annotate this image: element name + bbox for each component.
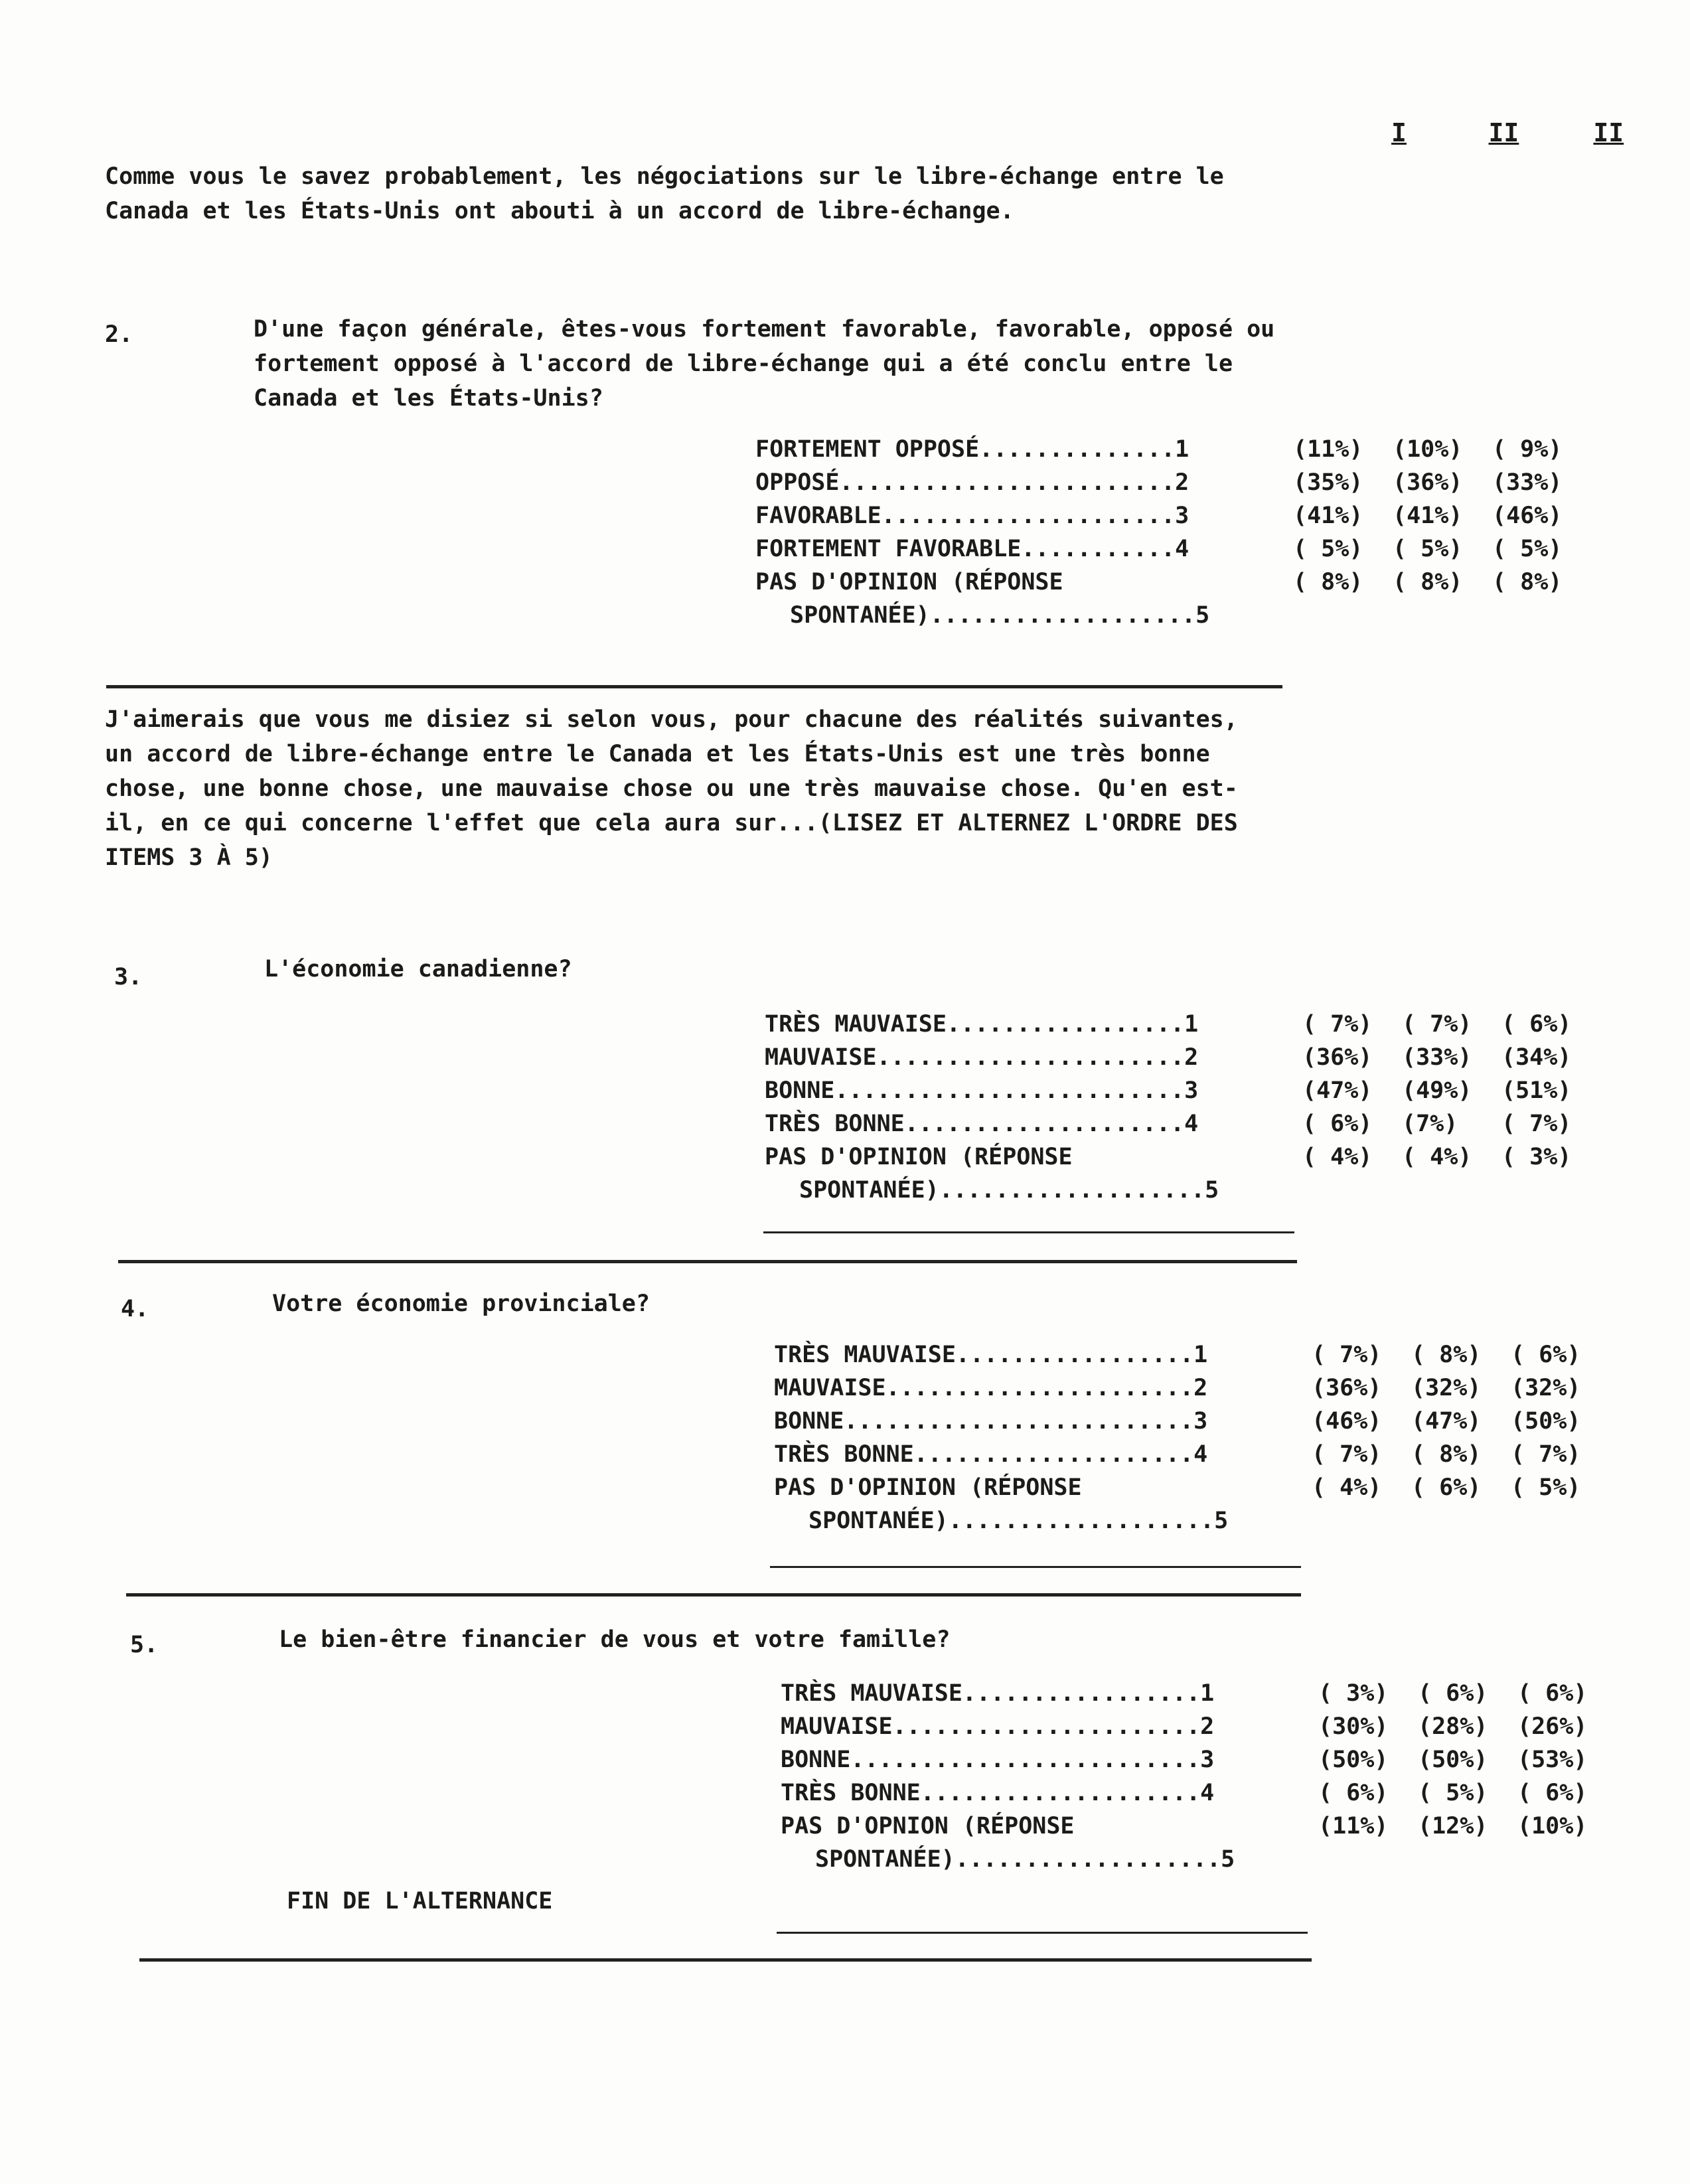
answer-percentage: ( 8%) [1293,569,1363,595]
answer-percentage: ( 6%) [1517,1680,1588,1707]
answer-percentage: (10%) [1393,436,1463,463]
question-number: 5. [130,1632,159,1658]
answer-option-label: TRÈS MAUVAISE.................1 [765,1011,1199,1038]
answer-percentage: (46%) [1312,1408,1382,1435]
answer-option-label: BONNE.........................3 [781,1747,1215,1773]
answer-option-no-opinion [755,566,1592,599]
answer-percentage: (53%) [1517,1747,1588,1773]
answer-percentage: ( 6%) [1511,1342,1581,1368]
question-text: Votre économie provinciale? [272,1290,650,1317]
answer-option [774,1438,1610,1471]
question-text: Le bien-être financier de vous et votre famille? [279,1626,951,1653]
answer-percentage: (30%) [1318,1713,1389,1740]
answer-percentage: (46%) [1492,503,1563,529]
answer-options-q5 [781,1677,1617,1876]
answer-percentage: ( 3%) [1318,1680,1389,1707]
answer-option-label: TRÈS BONNE....................4 [781,1780,1215,1806]
column-header-2: II [1488,118,1519,147]
answer-percentage: ( 8%) [1393,569,1463,595]
divider [777,1932,1308,1934]
column-headers [1354,118,1653,147]
answer-percentage: (51%) [1501,1077,1572,1104]
answer-options-q2 [755,433,1592,632]
answer-percentage: (33%) [1402,1044,1472,1071]
answer-option [755,466,1592,499]
answer-option [765,1074,1601,1107]
answer-percentage: ( 7%) [1402,1011,1472,1038]
answer-option [781,1677,1617,1710]
answer-percentage: (41%) [1393,503,1463,529]
answer-option-label-continued: SPONTANÉE)...................5 [808,1508,1229,1534]
answer-percentage: ( 7%) [1511,1441,1581,1468]
question-number: 4. [121,1296,149,1322]
answer-option-label: TRÈS BONNE....................4 [765,1111,1199,1137]
answer-percentage: (50%) [1418,1747,1488,1773]
answer-option-label: PAS D'OPINION (RÉPONSE [755,569,1063,595]
answer-percentage: (11%) [1318,1813,1389,1839]
answer-option-no-opinion [781,1810,1617,1843]
divider [770,1566,1301,1568]
answer-percentage: ( 4%) [1312,1474,1382,1501]
answer-percentage: ( 5%) [1393,536,1463,562]
answer-percentage: ( 9%) [1492,436,1563,463]
answer-percentage: (32%) [1511,1375,1581,1401]
answer-option-label: FORTEMENT OPPOSÉ..............1 [755,436,1190,463]
answer-percentage: ( 7%) [1312,1342,1382,1368]
answer-option [774,1405,1610,1438]
answer-option-label-continued: SPONTANÉE)...................5 [799,1177,1219,1204]
divider [118,1260,1297,1263]
answer-percentage: ( 7%) [1302,1011,1373,1038]
answer-percentage: (33%) [1492,469,1563,496]
answer-percentage: (49%) [1402,1077,1472,1104]
answer-percentage: (36%) [1393,469,1463,496]
answer-option [781,1776,1617,1810]
answer-option [781,1710,1617,1743]
answer-percentage: ( 7%) [1312,1441,1382,1468]
answer-percentage: ( 6%) [1418,1680,1488,1707]
answer-option-label: TRÈS MAUVAISE.................1 [781,1680,1215,1707]
divider [139,1958,1312,1962]
answer-percentage: ( 6%) [1517,1780,1588,1806]
answer-percentage: ( 6%) [1501,1011,1572,1038]
intro-paragraph-2: J'aimerais que vous me disiez si selon vous, pour chacune des réalités suivantes, un accord de libre-échange entre le Canada et les États-Unis est une très bonne chose, une bonne chose, une mauvaise chose ou une très mauvaise chose. Qu'en est-il, en ce qui concerne l'effet que cela aura sur...(LISEZ ET ALTERNEZ L'ORDRE DES ITEMS 3 À 5) [105,706,1238,871]
answer-percentage: ( 8%) [1411,1342,1482,1368]
answer-option-label: PAS D'OPINION (RÉPONSE [774,1474,1082,1501]
answer-option-label: MAUVAISE......................2 [781,1713,1215,1740]
answer-option-label: FAVORABLE.....................3 [755,503,1190,529]
answer-option-label-continued: SPONTANÉE)...................5 [815,1846,1235,1873]
answer-percentage: (50%) [1511,1408,1581,1435]
divider [763,1231,1294,1233]
question-text: D'une façon générale, êtes-vous fortement favorable, favorable, opposé ou fortement opposé à l'accord de libre-échange qui a été conclu entre le Canada et les États-Unis? [254,316,1275,412]
answer-percentage: ( 5%) [1511,1474,1581,1501]
answer-option-label: FORTEMENT FAVORABLE...........4 [755,536,1190,562]
answer-option [781,1743,1617,1776]
answer-option [774,1338,1610,1371]
answer-option-no-opinion [765,1140,1601,1174]
answer-percentage: (26%) [1517,1713,1588,1740]
answer-percentage: ( 5%) [1293,536,1363,562]
answer-options-q4 [774,1338,1610,1537]
answer-percentage: (34%) [1501,1044,1572,1071]
divider [106,685,1282,688]
answer-percentage: ( 4%) [1402,1144,1472,1170]
answer-percentage: ( 5%) [1492,536,1563,562]
intro-paragraph-1: Comme vous le savez probablement, les négociations sur le libre-échange entre le Canada et les États-Unis ont abouti à un accord de libre-échange. [105,163,1224,224]
answer-option [774,1371,1610,1405]
answer-option-label: MAUVAISE......................2 [774,1375,1208,1401]
answer-option-label-continued: SPONTANÉE)...................5 [790,602,1210,629]
end-of-alternation-note: FIN DE L'ALTERNANCE [287,1888,553,1914]
answer-option-label: PAS D'OPINION (RÉPONSE [765,1144,1073,1170]
answer-option [765,1008,1601,1041]
question-text: L'économie canadienne? [264,956,572,982]
question-number: 3. [114,964,143,990]
answer-percentage: ( 8%) [1411,1441,1482,1468]
answer-option-label: PAS D'OPNION (RÉPONSE [781,1813,1075,1839]
answer-percentage: (12%) [1418,1813,1488,1839]
answer-option-label: TRÈS BONNE....................4 [774,1441,1208,1468]
answer-option-no-opinion [774,1471,1610,1504]
answer-percentage: ( 6%) [1318,1780,1389,1806]
answer-option-label: TRÈS MAUVAISE.................1 [774,1342,1208,1368]
answer-percentage: ( 7%) [1501,1111,1572,1137]
column-header-1: I [1391,118,1407,147]
answer-percentage: (36%) [1302,1044,1373,1071]
answer-percentage: (7%) [1402,1111,1458,1137]
answer-option-label: BONNE.........................3 [774,1408,1208,1435]
answer-percentage: ( 6%) [1411,1474,1482,1501]
answer-percentage: (28%) [1418,1713,1488,1740]
answer-percentage: (10%) [1517,1813,1588,1839]
answer-option [755,532,1592,566]
answer-percentage: (41%) [1293,503,1363,529]
answer-percentage: (50%) [1318,1747,1389,1773]
answer-option-label: OPPOSÉ........................2 [755,469,1190,496]
answer-option-label: BONNE.........................3 [765,1077,1199,1104]
answer-percentage: (47%) [1411,1408,1482,1435]
answer-option [755,433,1592,466]
answer-percentage: ( 8%) [1492,569,1563,595]
question-number: 2. [105,321,133,348]
answer-percentage: (47%) [1302,1077,1373,1104]
answer-percentage: (36%) [1312,1375,1382,1401]
answer-options-q3 [765,1008,1601,1207]
answer-percentage: ( 4%) [1302,1144,1373,1170]
answer-option [755,499,1592,532]
answer-option [765,1107,1601,1140]
answer-option-label: MAUVAISE......................2 [765,1044,1199,1071]
divider [126,1593,1301,1597]
answer-percentage: (11%) [1293,436,1363,463]
answer-percentage: ( 3%) [1501,1144,1572,1170]
answer-option [765,1041,1601,1074]
answer-percentage: (35%) [1293,469,1363,496]
answer-percentage: ( 6%) [1302,1111,1373,1137]
answer-percentage: ( 5%) [1418,1780,1488,1806]
answer-percentage: (32%) [1411,1375,1482,1401]
column-header-3: II [1593,118,1624,147]
